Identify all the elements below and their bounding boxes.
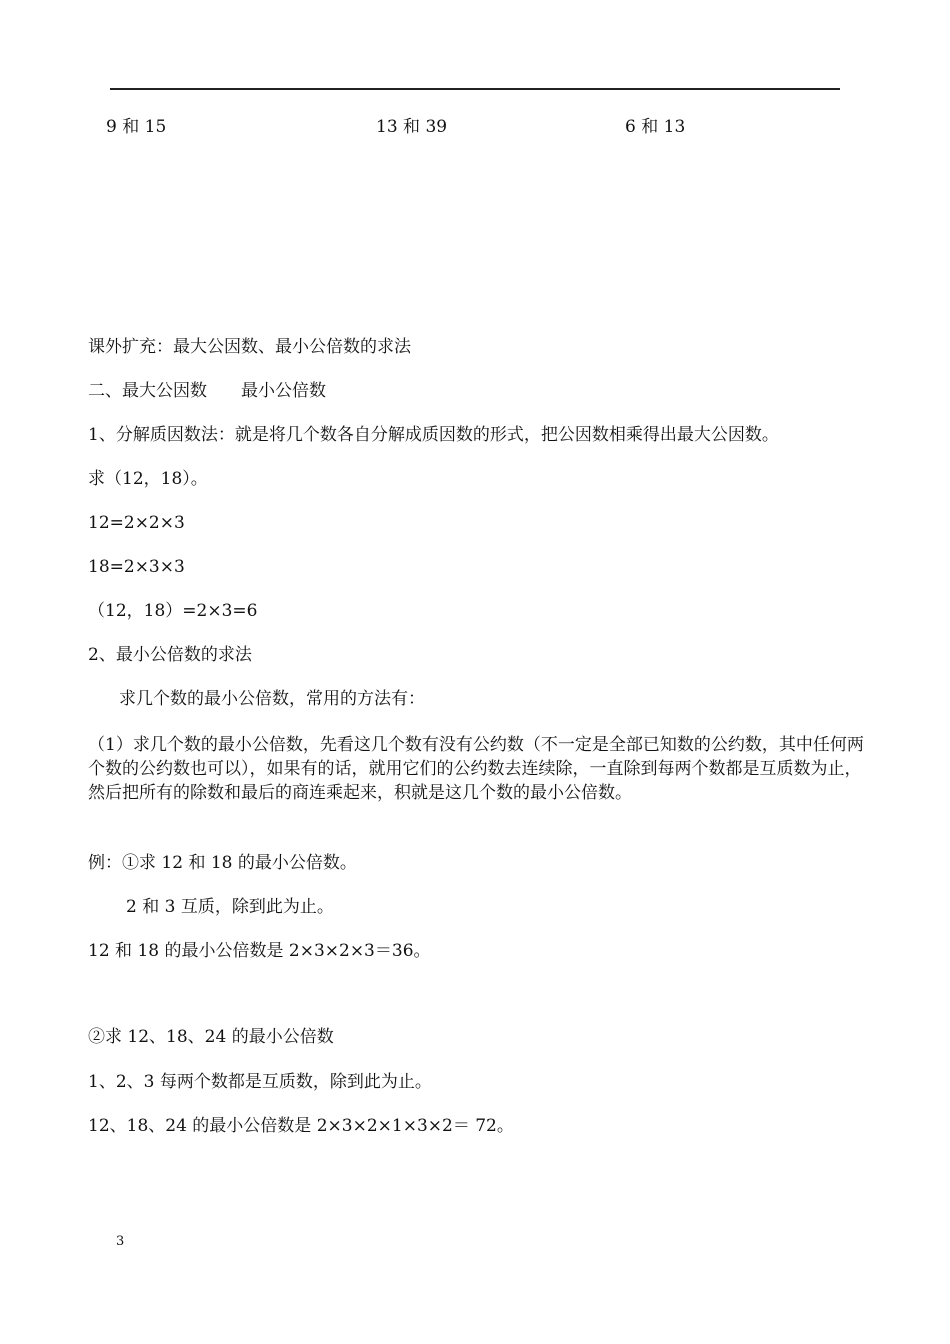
method-two-heading: 2、最小公倍数的求法 [88, 645, 252, 665]
method-two-intro: 求几个数的最小公倍数，常用的方法有： [119, 689, 425, 709]
method-one-text: 1、分解质因数法：就是将几个数各自分解成质因数的形式，把公因数相乘得出最大公因数。 [88, 425, 779, 445]
find-gcd-line: 求（12，18）。 [88, 469, 208, 489]
equation-12: 12=2×2×3 [88, 513, 185, 533]
example-one-answer: 12 和 18 的最小公倍数是 2×3×2×3＝36。 [88, 941, 431, 961]
example-one-question: 例：①求 12 和 18 的最小公倍数。 [88, 853, 357, 873]
pair-1: 9 和 15 [106, 117, 167, 137]
extension-title: 课外扩充：最大公因数、最小公倍数的求法 [88, 337, 411, 357]
equation-gcd-result: （12，18）=2×3=6 [88, 601, 258, 621]
example-two-answer: 12、18、24 的最小公倍数是 2×3×2×1×3×2＝ 72。 [88, 1116, 514, 1136]
page-number: 3 [116, 1234, 125, 1249]
section-two-heading: 二、最大公因数 最小公倍数 [88, 381, 326, 401]
example-two-note: 1、2、3 每两个数都是互质数，除到此为止。 [88, 1072, 432, 1092]
method-two-paragraph: （1）求几个数的最小公倍数，先看这几个数有没有公约数（不一定是全部已知数的公约数，其中任何两个数的公约数也可以），如果有的话，就用它们的公约数去连续除，一直除到每两个数都是互质数为止，然后把所有的除数和最后的商连乘起来，积就是这几个数的最小公倍数。 [88, 735, 864, 803]
top-rule [110, 88, 840, 90]
pair-3: 6 和 13 [625, 117, 686, 137]
equation-18: 18=2×3×3 [88, 557, 185, 577]
pair-2: 13 和 39 [376, 117, 448, 137]
example-two-question: ②求 12、18、24 的最小公倍数 [88, 1027, 334, 1047]
example-one-note: 2 和 3 互质，除到此为止。 [126, 897, 334, 917]
